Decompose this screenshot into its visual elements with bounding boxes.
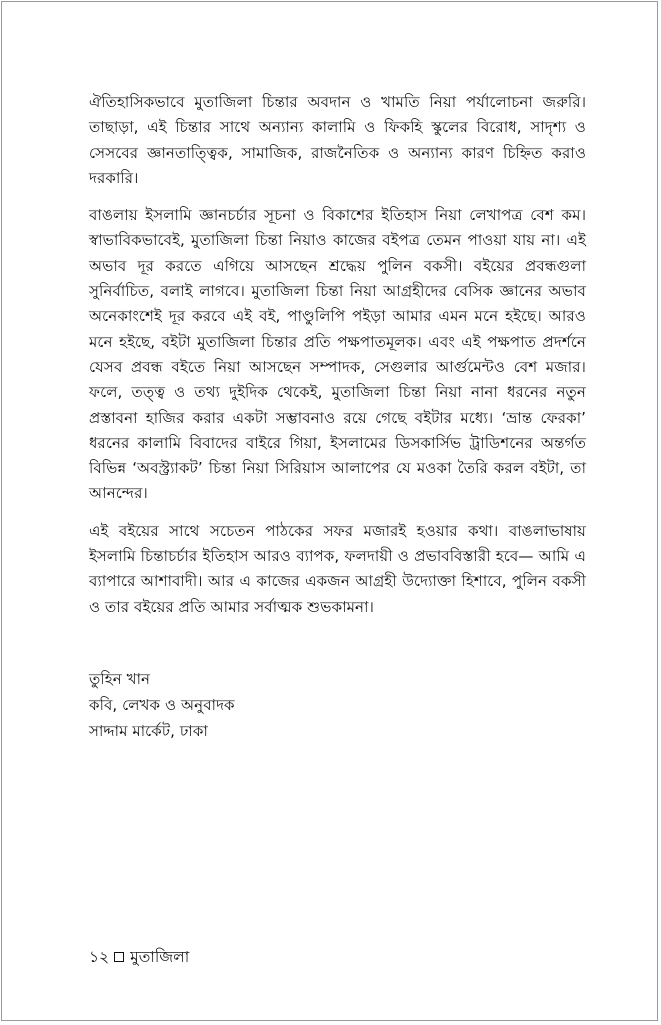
- author-location: সাদ্দাম মার্কেট, ঢাকা: [89, 722, 208, 740]
- page-footer: [89, 947, 189, 967]
- author-name: তুহিন খান: [89, 670, 151, 688]
- author-role: কবি, লেখক ও অনুবাদক: [89, 696, 235, 714]
- signature-block: [89, 666, 235, 744]
- square-separator-icon: [114, 952, 124, 962]
- book-page: [1, 1, 658, 1021]
- page-number: ১২: [89, 948, 110, 966]
- paragraph-3: এই বইয়ের সাথে সচেতন পাঠকের সফর মজারই হওয়ার কথা। বাঙলাভাষায় ইসলামি চিন্তাচর্চার ইতিহাস আরও ব্যাপক, ফলদায়ী ও প্রভাববিস্তারী হবে— আমি এ ব্যাপারে আশাবাদী। আর এ কাজের একজন আগ্রহী উদ্যোক্তা হিশাবে, পুলিন বকসী ও তার বইয়ের প্রতি আমার সর্বাত্মক শুভকামনা।: [89, 521, 586, 616]
- paragraph-1: ঐতিহাসিকভাবে মুতাজিলা চিন্তার অবদান ও খামতি নিয়া পর্যালোচনা জরুরি। তাছাড়া, এই চিন্তার সাথে অন্যান্য কালামি ও ফিকহি স্কুলের বিরোধ, সাদৃশ্য ও সেসবের জ্ঞানতাত্ত্বিক, সামাজিক, রাজনৈতিক ও অন্যান্য কারণ চিহ্নিত করাও দরকারি।: [89, 93, 586, 187]
- paragraph-2: বাঙলায় ইসলামি জ্ঞানচর্চার সূচনা ও বিকাশের ইতিহাস নিয়া লেখাপত্র বেশ কম। স্বাভাবিকভাবেই, মুতাজিলা চিন্তা নিয়াও কাজের বইপত্র তেমন পাওয়া যায় না। এই অভাব দূর করতে এগিয়ে আসছেন শ্রদ্ধেয় পুলিন বকসী। বইয়ের প্রবন্ধগুলা সুনির্বাচিত, বলাই লাগবে। মুতাজিলা চিন্তা নিয়া আগ্রহীদের বেসিক জ্ঞানের অভাব অনেকাংশেই দূর করবে এই বই, পাণ্ডুলিপি পইড়া আমার এমন মনে হইছে। আরও মনে হইছে, বইটা মুতাজিলা চিন্তার প্রতি পক্ষপাতমূলক। এবং এই পক্ষপাত প্রদর্শনে যেসব প্রবন্ধ বইতে নিয়া আসছেন সম্পাদক, সেগুলার আর্গুমেন্টও বেশ মজার। ফলে, তত্ত্ব ও তথ্য দুইদিক থেকেই, মুতাজিলা চিন্তা নিয়া নানা ধরনের নতুন প্রস্তাবনা হাজির করার একটা সম্ভাবনাও রয়ে গেছে বইটার মধ্যে। ‘ভ্রান্ত ফেরকা’ ধরনের কালামি বিবাদের বাইরে গিয়া, ইসলামের ডিসকার্সিভ ট্রাডিশনের অন্তর্গত বিভিন্ন ‘অবস্ট্র্যাকট’ চিন্তা নিয়া সিরিয়াস আলাপের যে মওকা তৈরি করল বইটা, তা আনন্দের।: [89, 206, 586, 503]
- body-text: [89, 90, 586, 632]
- running-title: মুতাজিলা: [130, 948, 190, 966]
